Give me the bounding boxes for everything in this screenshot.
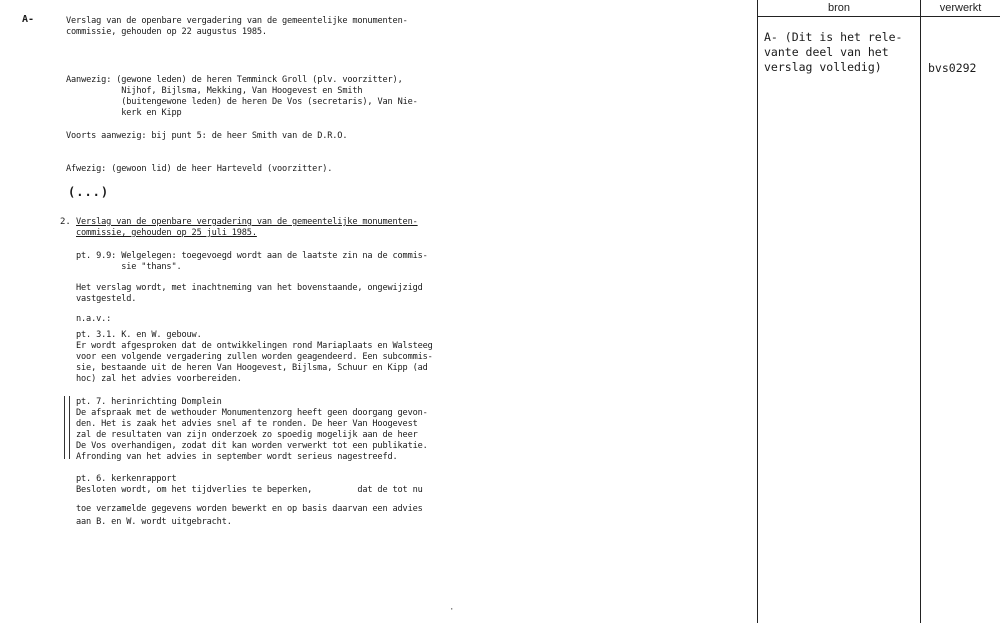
pt-3-1-line: pt. 3.1. K. en W. gebouw. [76,330,202,340]
heading-line: Verslag van de openbare vergadering van de gemeentelijke monumenten- [66,16,408,26]
pt-3-1-line: voor een volgende vergadering zullen worden geagendeerd. Een subcommis- [76,352,433,362]
pt-6-line: toe verzamelde gegevens worden bewerkt en op basis daarvan een advies [76,504,423,514]
voorts-aanwezig: Voorts aanwezig: bij punt 5: de heer Smith van de D.R.O. [66,131,348,141]
pt-3-1-line: hoc) zal het advies voorbereiden. [76,374,242,384]
afwezig: Afwezig: (gewoon lid) de heer Harteveld (voorzitter). [66,164,333,174]
pt-7-line: De Vos overhandigen, zodat dit kan worden verwerkt tot een publikatie. [76,441,428,451]
bron-header: bron [827,2,851,14]
pt-7-line: zal de resultaten van zijn onderzoek zo spoedig mogelijk aan de heer [76,430,418,440]
pt-6-line: pt. 6. kerkenrapport [76,474,177,484]
item-title-line: commissie, gehouden op 25 juli 1985. [76,228,257,238]
aanwezig-line: Nijhof, Bijlsma, Mekking, Van Hoogevest en Smith [66,86,363,96]
pt-9-9-line: pt. 9.9: Welgelegen: toegevoegd wordt aan de laatste zin na de commis- [76,251,428,261]
vastgesteld-line: vastgesteld. [76,294,137,304]
heading-line: commissie, gehouden op 22 augustus 1985. [66,27,267,37]
pt-3-1-line: Er wordt afgesproken dat de ontwikkelingen rond Mariaplaats en Walsteeg [76,341,433,351]
section-marker: A- [22,14,35,25]
margin-mark [64,396,70,459]
verwerkt-header: verwerkt [939,2,982,14]
bron-text-line: A- (Dit is het rele- [764,30,903,44]
pt-7-line: Afronding van het advies in september wordt serieus nagestreefd. [76,452,398,462]
nav-label: n.a.v.: [76,314,112,324]
bron-text-line: vante deel van het [764,45,889,59]
column-divider [920,0,921,623]
bron-text-line: verslag volledig) [764,60,882,74]
aanwezig-line: kerk en Kipp [66,108,182,118]
pt-3-1-line: sie, bestaande uit de heren Van Hoogevest, Bijlsma, Schuur en Kipp (ad [76,363,428,373]
omission-ellipsis: (...) [68,185,110,199]
pt-9-9-line: sie "thans". [76,262,182,272]
pt-6-line: Besloten wordt, om het tijdverlies te beperken, dat de tot nu [76,485,423,495]
pt-7-line: De afspraak met de wethouder Monumentenzorg heeft geen doorgang gevon- [76,408,428,418]
verwerkt-code: bvs0292 [928,61,977,75]
pt-7-line: den. Het is zaak het advies snel af te ronden. De heer Van Hoogevest [76,419,418,429]
item-title-line: Verslag van de openbare vergadering van de gemeentelijke monumenten- [76,217,418,227]
item-number: 2. [60,217,71,227]
stray-mark: · [449,605,455,615]
pt-7-line: pt. 7. herinrichting Domplein [76,397,222,407]
vastgesteld-line: Het verslag wordt, met inachtneming van het bovenstaande, ongewijzigd [76,283,423,293]
header-rule [757,16,1000,17]
aanwezig-line: (buitengewone leden) de heren De Vos (secretaris), Van Nie- [66,97,418,107]
column-divider [757,0,758,623]
aanwezig-line: Aanwezig: (gewone leden) de heren Temminck Groll (plv. voorzitter), [66,75,403,85]
pt-6-line: aan B. en W. wordt uitgebracht. [76,517,232,527]
